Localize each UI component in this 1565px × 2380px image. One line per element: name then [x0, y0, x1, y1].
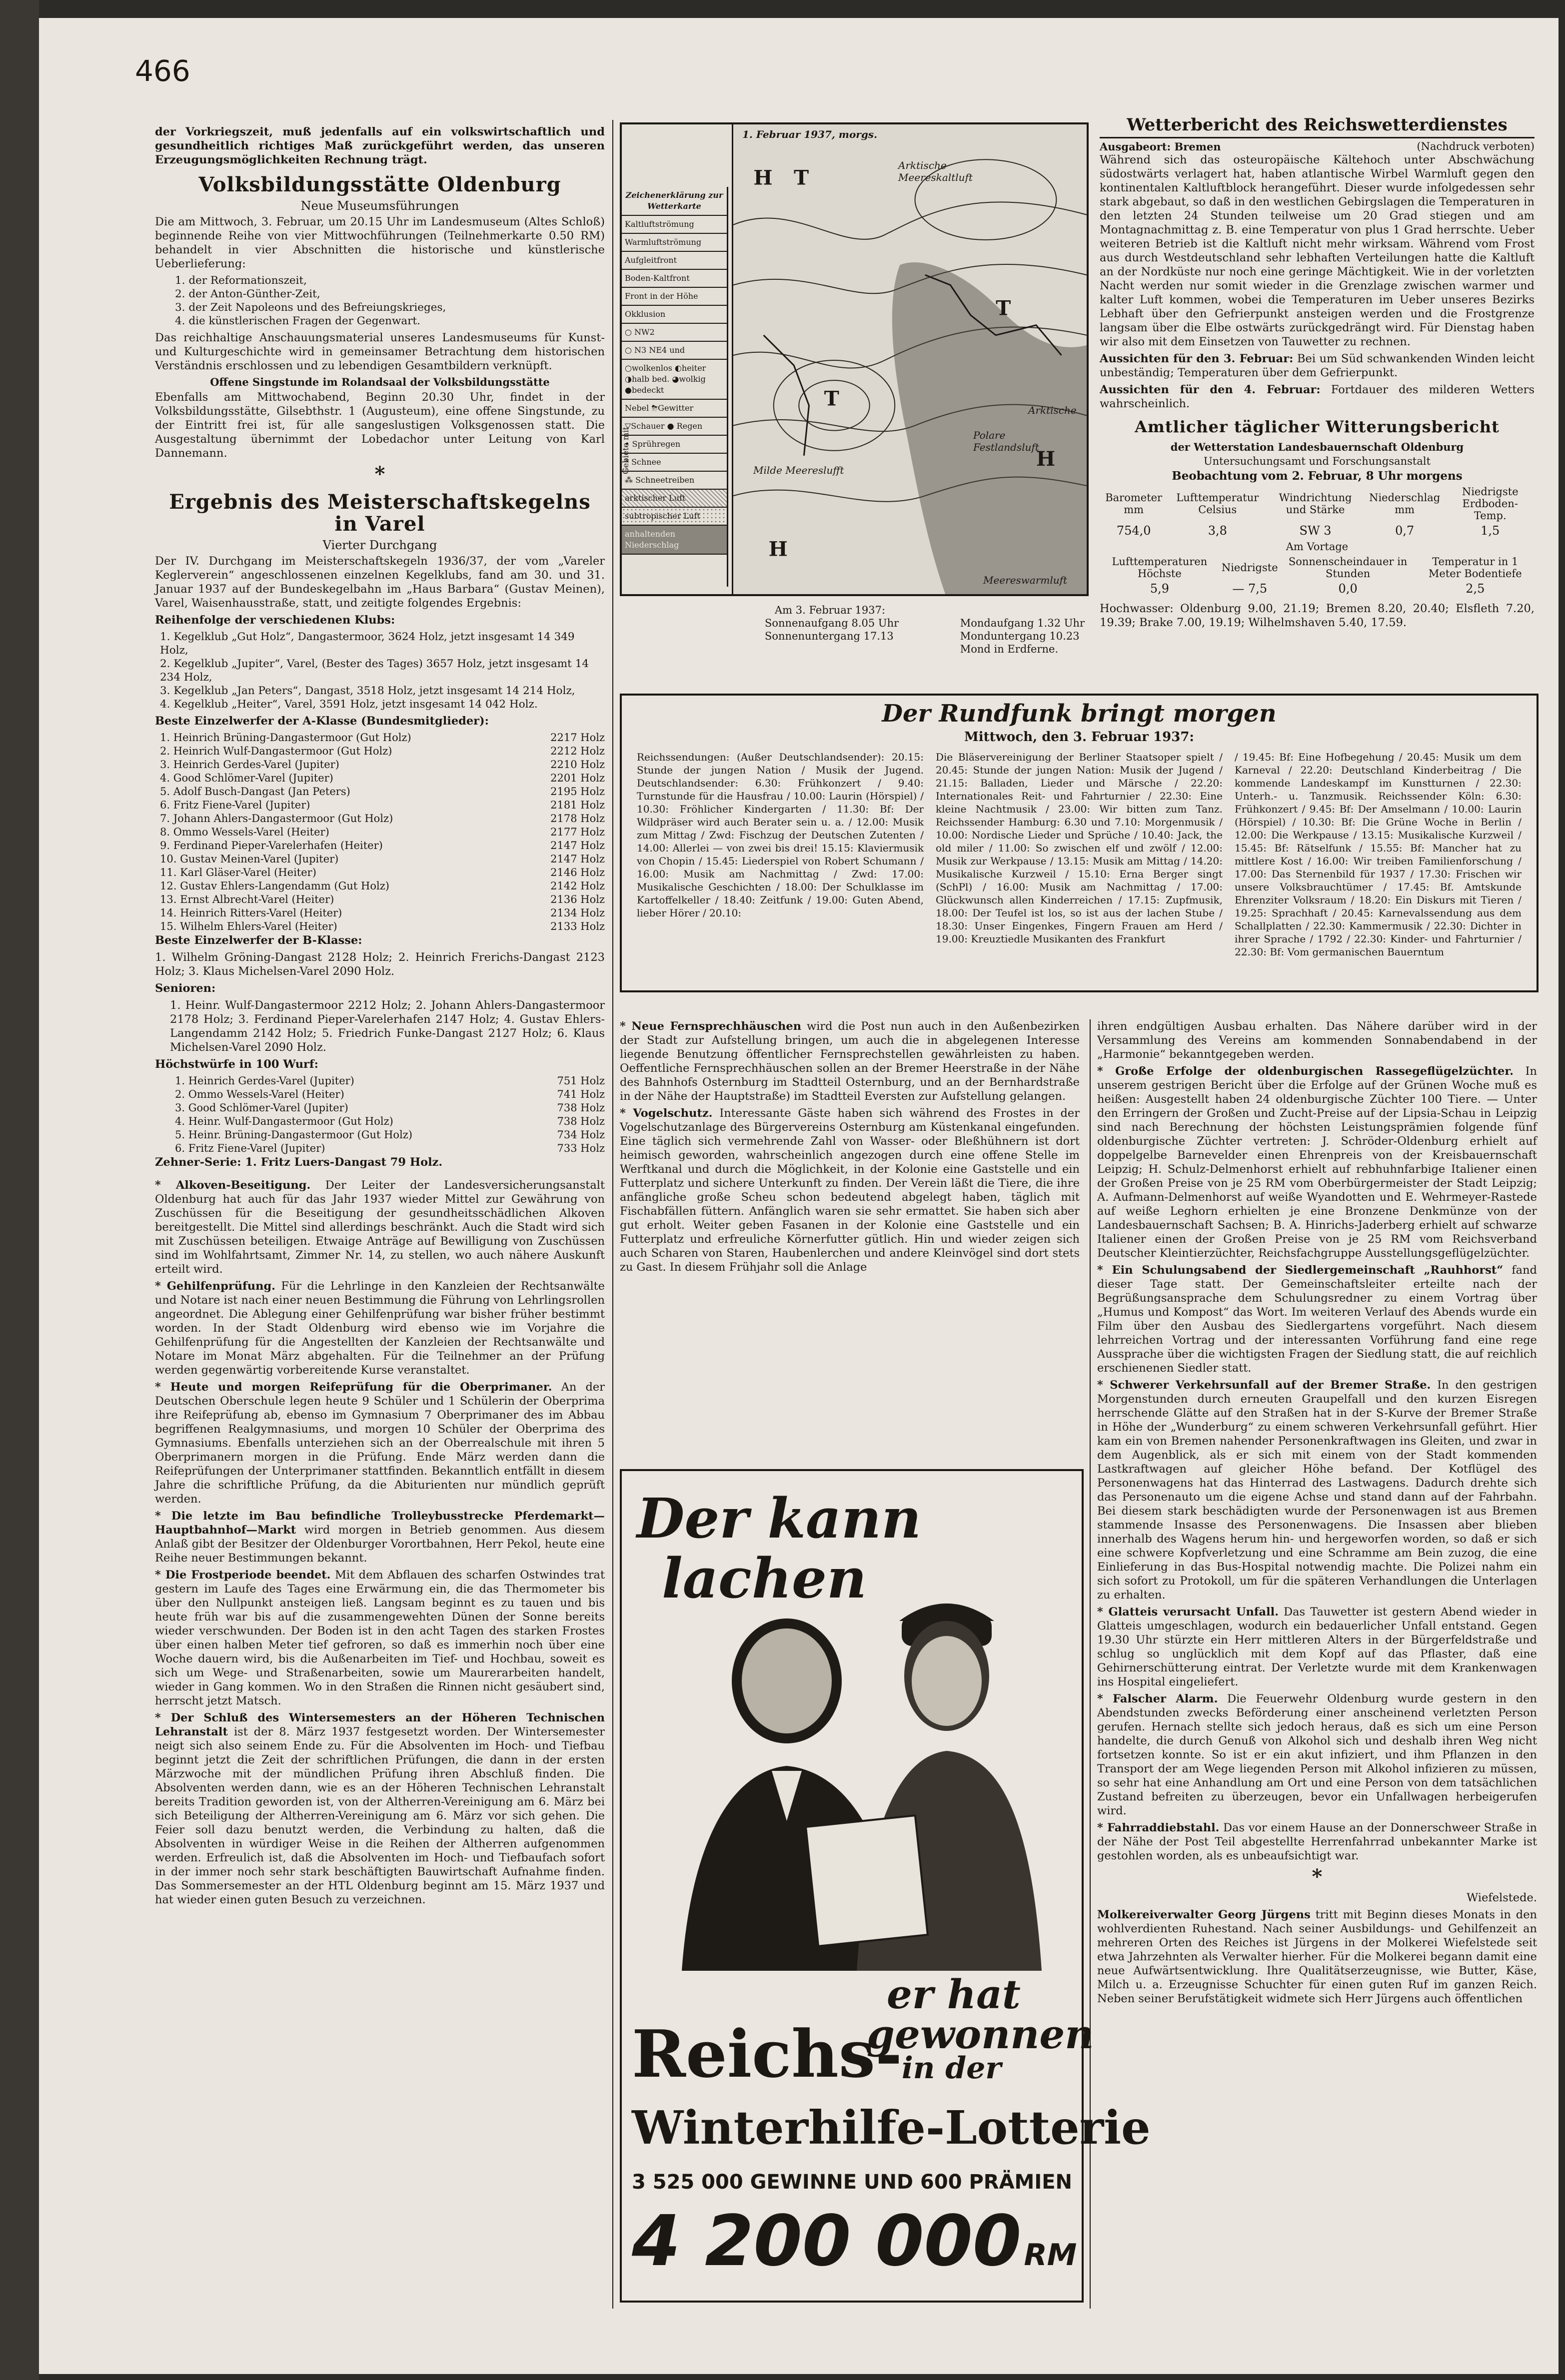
legend-item: • Sprühregen [622, 436, 727, 454]
table-row [160, 920, 605, 933]
news-lead: * Gehilfenprüfung. [155, 1280, 276, 1293]
news-text: ihren endgültigen Ausbau erhalten. Das Nähere darüber wird in der Versammlung des Vereins am kommenden Sonnabendabend in der „Harmonie“ bekanntgegeben werden. [1097, 1020, 1537, 1061]
row-name: 15. Wilhelm Ehlers-Varel (Heiter) [160, 920, 337, 932]
table-cell: — 7,5 [1232, 582, 1268, 596]
row-name: 4. Heinr. Wulf-Dangastermoor (Gut Holz) [175, 1115, 393, 1127]
row-name: 3. Good Schlömer-Varel (Jupiter) [175, 1102, 348, 1114]
volksbildung-body: Die am Mittwoch, 3. Februar, um 20.15 Uhr im Landesmuseum (Altes Schloß) beginnende Reihe von vier Mittwochführungen (Teilnehmerkarte 0.50 RM) behandelt in vier Abschnitten die historische und künstlerische Ueberlieferung: [155, 215, 605, 270]
forecast-2-lead: Aussichten für den 4. Februar: [1100, 383, 1321, 396]
news-text: Mit dem Abflauen des scharfen Ostwindes trat gestern im Laufe des Tages eine Erwärmung ein, die das Thermometer bis über den Nullpunkt ansteigen ließ. Langsam beginnt es zu tauen und bis heute früh war bis auf die zusammengewehten Dünen der Sonne bereits wieder verschwunden. Der Boden ist in den acht Tagen des starken Frostes über einen halben Meter tief gefroren, so daß es immerhin noch über eine Woche dauern wird, bis die Außenarbeiten im Tief- und Hochbau, soweit es sich um Wege- und Straßenarbeiten, sowie um Maurerarbeiten handelt, wieder in Gang kommen. Wo in den Straßen die Rinnen nicht gesäubert sind, herrscht jetzt Matsch. [155, 1569, 605, 1707]
map-label: Arktische Meereskaltluft [898, 159, 973, 183]
kegeln-title: Ergebnis des Meisterschaftskegelns in Varel [169, 490, 591, 536]
row-name: 5. Adolf Busch-Dangast (Jan Peters) [160, 786, 350, 797]
page-number: 466 [135, 54, 190, 88]
table-row [160, 879, 605, 893]
scan-left-edge [0, 0, 39, 2380]
list-item: 3. Kegelklub „Jan Peters“, Dangast, 3518 Holz, jetzt insgesamt 14 214 Holz, [160, 685, 575, 697]
row-value: 2201 Holz [550, 772, 605, 784]
table-row [160, 893, 605, 906]
list-item: 2. der Anton-Günther-Zeit, [175, 288, 320, 300]
legend-item: Aufgleitfront [622, 252, 727, 270]
legend-item: Okklusion [622, 306, 727, 324]
ad-amount: 4 200 000 [632, 2201, 1022, 2282]
radio-column: / 19.45: Bf: Eine Hofbegehung / 20.45: Musik um dem Karneval / 22.20: Deutschland Kinderbeitrag / Die kommende Landeskampf im Kunstturnen / 22.30: Unterh.- u. Tanzmusik. Reichssender Köln: 6.30: Frühkonzert / 9.45: Bf: Der Amselmann / 10.00: Laurin (Hörspiel) / 10.30: Bf: Die Grüne Woche in Berlin / 12.00: Die Werkpause / 13.15: Musikalische Kurzweil / 15.45: Bf: Rätselfunk / 15.55: Bf: Mancher hat zu mittlere Kost / 16.00: Wir treiben Familienforschung / 17.00: Das Sternenbild für 1937 / 17.30: Frischen wir unsere Volksbrauchtümer / 17.45: Bf. Amtskunde Ehrenziter Volksraum / 18.20: Ein Diskurs mit Tieren / 19.25: Sprachhaft / 20.45: Karnevalssendung aus dem Schallplatten / 22.30: Kammermusik / 22.30: Dichter in ihrer Sprache / 1792 / 22.30: Kinder- und Fahrturnier / 22.30: Bf: Vom germanischen Bauerntum [1235, 751, 1522, 958]
row-value: 2147 Holz [550, 853, 605, 865]
legend-zone: subtropischer Luft [622, 508, 727, 526]
news-item [620, 1106, 1080, 1274]
news-item [155, 1568, 605, 1708]
table-row [175, 1101, 605, 1115]
news-text: An der Deutschen Oberschule legen heute 9 Schüler und 1 Schülerin der Oberprima ihre Reifeprüfung ab, ebenso im Gymnasium 7 Oberprimaner des im Abbau begriffenen Realgymnasiums, und morgen 10 Schüler der Oberprima des Gymnasiums. Ebenfalls unterziehen sich an der Oberrealschule mit ihren 5 Oberprimanern morgen in die Prüfung. Ende März werden dann die Reifeprüfungen der Unterprimaner stattfinden. Bekanntlich entfällt in diesem Jahre die schriftliche Prüfung, da die Abiturienten nur mündlich geprüft werden. [155, 1381, 605, 1506]
table-row [160, 745, 605, 758]
weather-place: Ausgabeort: Bremen [1100, 140, 1221, 153]
row-name: 6. Fritz Fiene-Varel (Jupiter) [175, 1142, 325, 1154]
svg-text:H: H [768, 537, 788, 561]
legend-zone: anhaltenden Niederschlag [622, 526, 727, 555]
volksbildung-body-2: Das reichhaltige Anschauungsmaterial unseres Landesmuseums für Kunst- und Kulturgeschichte wird in gemeinsamer Betrachtung dem historischen Verständnis erschlossen und zu lebendigen Gesamtbildern verknüpft. [155, 331, 605, 372]
row-name: 12. Gustav Ehlers-Langendamm (Gut Holz) [160, 880, 389, 892]
legend-item: ▽Schauer ● Regen [622, 418, 727, 436]
list-item: 4. die künstlerischen Fragen der Gegenwart. [175, 315, 421, 327]
legend-title: Zeichenerklärung zur Wetterkarte [622, 187, 727, 216]
ad-currency: RM [1024, 2238, 1077, 2273]
vortage-table [1100, 555, 1535, 597]
sunrise: Sonnenaufgang 8.05 Uhr [765, 617, 899, 629]
news-text: wird morgen in Betrieb genommen. Aus diesem Anlaß gibt der Besitzer der Oldenburger Vorortbahnen, Herr Pekol, heute eine Reihe neuer Bestimmungen bekannt. [155, 1524, 605, 1565]
am-vortage: Am Vortage [1286, 541, 1349, 553]
list-item: 2. Kegelklub „Jupiter“, Varel, (Bester des Tages) 3657 Holz, jetzt insgesamt 14 234 Holz, [160, 658, 589, 684]
senioren-header: Senioren: [155, 982, 216, 995]
legend-item: Warmluftströmung [622, 234, 727, 252]
radio-columns [637, 751, 1522, 958]
section-star-divider: * [1312, 1865, 1323, 1888]
map-label: Milde Meereslufft [753, 464, 844, 476]
legend-item: Boden-Kaltfront [622, 270, 727, 288]
table-header: Niederschlag mm [1369, 492, 1441, 516]
volksbildung-subtitle: Neue Museumsführungen [300, 199, 459, 213]
list-item: 3. der Zeit Napoleons und des Befreiungskrieges, [175, 301, 446, 314]
kegeln-subtitle: Vierter Durchgang [322, 538, 437, 552]
news-text: Für die Lehrlinge in den Kanzleien der Rechtsanwälte und Notare ist nach einer neuen Bestimmung die Führung von Lehrlingsrollen angeordnet. Die Ablegung einer Gehilfenprüfung war bisher früher bestimmt worden. In der Stadt Oldenburg wird ebenso wie im Vorjahre die Gehilfenprüfung für die Angestellten der Kanzleien der Rechtsanwälte und Notare im Monat März abgehalten. Für die Teilnehmer an der Prüfung werden gegenwärtig vorbereitende Kurse veranstaltet. [155, 1280, 605, 1377]
row-value: 741 Holz [557, 1088, 605, 1100]
row-value: 2181 Holz [550, 799, 605, 811]
moonset: Monduntergang 10.23 [960, 630, 1080, 642]
news-text: Das vor einem Hause an der Donnerschweer Straße in der Nähe der Post Teil abgestellte Herrenfahrrad unbekannter Marke ist gestohlen worden, als es unbeaufsichtigt war. [1097, 1821, 1538, 1862]
news-lead: * Die Frostperiode beendet. [155, 1569, 331, 1582]
section-star-divider: * [374, 462, 385, 486]
radio-date: Mittwoch, den 3. Februar 1937: [964, 730, 1195, 745]
news-item [1097, 1263, 1537, 1375]
row-value: 2142 Holz [550, 880, 605, 892]
amtl-title: Amtlicher täglicher Witterungsbericht [1135, 417, 1500, 436]
ad-line-3: er hat [887, 1971, 1021, 2018]
row-value: 2177 Holz [550, 826, 605, 838]
map-label: Meereswarmluft [983, 574, 1068, 586]
news-item [155, 1509, 605, 1565]
legend-item: ○ NW2 [622, 324, 727, 342]
legend-side-label: Gebiete mit [621, 427, 630, 474]
intro-text: der Vorkriegszeit, muß jedenfalls auf ein volkswirtschaftlich und gesundheitlich richtiges Maß zurückgeführt werden, das unseren Erzeugungsmöglichkeiten Rechnung trägt. [155, 125, 605, 166]
row-value: 733 Holz [557, 1142, 605, 1154]
news-item [1097, 1378, 1537, 1602]
row-value: 2146 Holz [550, 866, 605, 878]
row-name: 3. Heinrich Gerdes-Varel (Jupiter) [160, 759, 339, 771]
table-cell: 754,0 [1116, 524, 1151, 538]
row-value: 2147 Holz [550, 839, 605, 851]
table-row [160, 825, 605, 839]
svg-text:T: T [996, 296, 1011, 320]
row-name: 7. Johann Ahlers-Dangastermoor (Gut Holz) [160, 812, 393, 824]
ad-line-4: gewonnen [867, 2011, 1094, 2058]
volksbildung-title: Volksbildungsstätte Oldenburg [198, 173, 561, 196]
table-cell: 0,7 [1395, 524, 1415, 538]
row-value: 2178 Holz [550, 812, 605, 824]
weather-title: Wetterbericht des Reichswetterdienstes [1100, 115, 1535, 138]
row-name: 2. Ommo Wessels-Varel (Heiter) [175, 1088, 344, 1100]
legend-item: Front in der Höhe [622, 288, 727, 306]
ad-brand-1: Reichs- [632, 2016, 902, 2092]
legend-item: Kaltluftströmung [622, 216, 727, 234]
row-name: 11. Karl Gläser-Varel (Heiter) [160, 866, 316, 878]
map-frame [732, 124, 1087, 594]
row-value: 738 Holz [557, 1115, 605, 1127]
astro-info [765, 604, 1085, 656]
b-klasse-text: 1. Wilhelm Gröning-Dangast 2128 Holz; 2. Heinrich Frerichs-Dangast 2123 Holz; 3. Klaus Michelsen-Varel 2090 Holz. [155, 951, 605, 978]
svg-text:T: T [824, 387, 839, 411]
row-value: 2210 Holz [550, 759, 605, 771]
forecast-1-lead: Aussichten für den 3. Februar: [1100, 352, 1294, 365]
row-name: 1. Heinrich Brüning-Dangastermoor (Gut Holz) [160, 732, 411, 744]
left-column [155, 125, 605, 1910]
table-row [160, 866, 605, 879]
map-label: Arktische [1028, 404, 1077, 416]
a-klasse-header: Beste Einzelwerfer der A-Klasse (Bundesmitglieder): [155, 715, 489, 728]
svg-text:T: T [794, 166, 809, 190]
volksbildung-list [175, 274, 605, 328]
ad-headline-2: lachen [662, 1546, 867, 1610]
list-item: 1. Kegelklub „Gut Holz“, Dangastermoor, 3624 Holz, jetzt insgesamt 14 349 Holz, [160, 631, 575, 657]
map-label: Polare Festlandsluft [973, 429, 1039, 453]
kegeln-section [155, 491, 605, 1169]
table-header: Barometer mm [1105, 492, 1163, 516]
legend-item: ○wolkenlos ◐heiter ◑halb bed. ◕wolkig ●bedeckt [622, 360, 727, 400]
table-cell: 5,9 [1150, 582, 1169, 596]
table-cell: 2,5 [1466, 582, 1485, 596]
table-header: Windrichtung und Stärke [1279, 492, 1352, 516]
hochwasser: Hochwasser: Oldenburg 9.00, 21.19; Bremen 8.20, 20.40; Elsfleth 7.20, 19.39; Brake 7.00, 19.19; Wilhelmshaven 5.40, 17.59. [1100, 602, 1535, 629]
sunset: Sonnenuntergang 17.13 [765, 630, 894, 642]
radio-column: Die Bläservereinigung der Berliner Staatsoper spielt / 20.45: Stunde der jungen Nation: Musik der Jugend / 21.15: Balladen, Lieder und Märsche / 22.20: Internationales Reit- und Fahrturnier / 22.30: Eine kleine Nachtmusik / 23.00: Wir bitten zum Tanz. Reichssender Hamburg: 6.30 und 7.10: Morgenmusik / 10.00: Nordische Lieder und Sprüche / 10.40: Jack, the old miler / 11.00: So zwischen elf und zwölf / 12.00: Musik zur Werkpause / 13.15: Musik am Mittag / 14.20: Musikalische Kurzweil / 15.10: Erna Berger singt (SchPl) / 16.00: Musik am Nachmittag / 17.00: Glückwunsch allen Kinderreichen / 17.15: Zupfmusik, 18.00: Der Teufel ist los, so ist aus der lachen Stube / 18.30: Unser Eingenkes, Fingern Frauen am Herd / 19.00: Kreuztiedle Musikanten des Frankfurt [936, 751, 1223, 945]
news-lead: * Neue Fernsprechhäuschen [620, 1020, 802, 1033]
left-news-list [155, 1178, 605, 1907]
table-row [175, 1088, 605, 1101]
observation-table [1100, 485, 1535, 539]
news-text: tritt mit Beginn dieses Monats in den wohlverdienten Ruhestand. Nach seiner Ausbildungs- und Gehilfenzeit an mehreren Orten des Reiches ist Jürgens in der Molkerei Wiefelstede seit etwa Jahrzehnten als Verwalter hierher. Für die Molkerei begann damit eine neue Aufwärtsentwicklung. Ihre Qualitätserzeugnisse, wie Butter, Käse, Milch u. a. Erzeugnisse Schuchter für einen guten Ruf im ganzen Reich. Neben seiner Berufstätigkeit widmete sich Herr Jürgens auch öffentlichen [1097, 1908, 1537, 2005]
row-value: 2133 Holz [550, 920, 605, 932]
row-value: 2212 Holz [550, 745, 605, 757]
singstunde-title: Offene Singstunde im Rolandsaal der Volksbildungsstätte [210, 376, 550, 388]
table-row [160, 731, 605, 745]
news-lead: * Ein Schulungsabend der Siedlergemeinschaft „Rauhhorst“ [1097, 1264, 1504, 1277]
radio-program-box [620, 694, 1539, 992]
wiefelstede-place: Wiefelstede. [1467, 1891, 1537, 1904]
lottery-advertisement [620, 1469, 1151, 2303]
list-item: 1. der Reformationszeit, [175, 274, 307, 287]
news-lead: * Große Erfolge der oldenburgischen Rassegeflügelzüchter. [1097, 1065, 1514, 1078]
legend-item: Nebel ⛈Gewitter [622, 400, 727, 418]
ad-headline-1: Der kann [637, 1486, 922, 1551]
table-row [160, 852, 605, 866]
a-klasse-list [160, 731, 605, 933]
amtl-subtitle: der Wetterstation Landesbauernschaft Oldenburg [1170, 441, 1464, 453]
news-text: ist der 8. März 1937 festgesetzt worden. Der Wintersemester neigt sich also seinem Ende zu. Für die Absolventen im Hoch- und Tiefbau beginnt jetzt die Zeit der schriftlichen Prüfungen, die dann in der ersten Märzwoche mit der mündlichen Prüfung ihren Abschluß finden. Die Absolventen werden dann, wie es an der Höheren Technischen Lehranstalt bereits Tradition geworden ist, von der Altherren-Vereinigung am 6. März bei sich Beteiligung der Altherren-Vereinigung am 6. März vor sich gehen. Die Feier soll dazu benutzt werden, die Verbindung zu halten, daß die Absolventen in würdiger Weise in die Reihen der Altherren aufgenommen werden. Erfreulich ist, daß die Absolventen im Hoch- und Tiefbaufach sofort in der immer noch sehr stark beschäftigten Bauwirtschaft Aufnahme finden. Das Sommersemester an der HTL Oldenburg beginnt am 15. März 1937 und hat wieder einen guten Besuch zu verzeichnen. [155, 1725, 605, 1906]
row-value: 734 Holz [557, 1129, 605, 1141]
radio-title: Der Rundfunk bringt morgen [882, 700, 1277, 728]
row-value: 2195 Holz [550, 786, 605, 797]
news-lead: * Alkoven-Beseitigung. [155, 1179, 311, 1192]
row-value: 2136 Holz [550, 893, 605, 905]
volksbildung-section [155, 174, 605, 460]
row-name: 9. Ferdinand Pieper-Varelerhafen (Heiter) [160, 839, 383, 851]
news-text: Interessante Gäste haben sich während des Frostes in der Vogelschutzanlage des Bürgervereins Osternburg am Küstenkanal eingefunden. Eine täglich sich vermehrende Zahl von Wasser- oder Bleßhühnern ist dort heimisch geworden, wahrscheinlich angezogen durch eine offene Stelle im Werftkanal und durch die Möglichkeit, in der Kolonie eine Gaststelle und ein Futterplatz und sichere Unterkunft zu finden. Der Verein läßt die Tiere, die ihre anfängliche große Scheu schon bedeutend abgelegt haben, täglich mit Fischabfällen füttern. Anfänglich waren sie sehr ermattet. Sie haben sich aber gut erholt. Weiter geben Fasanen in der Kolonie eine Gaststelle und ein Futterplatz und erfreuliche Körnerfutter gütlich. Hin und wieder zeigen sich auch Scharen von Staren, Haubenlerchen und andere Kleinvögel sind dort stets zu Gast. In diesem Frühjahr soll die Anlage [620, 1107, 1080, 1274]
wurf-list [175, 1074, 605, 1155]
row-name: 8. Ommo Wessels-Varel (Heiter) [160, 826, 329, 838]
table-row [175, 1074, 605, 1088]
table-cell: 1,5 [1481, 524, 1500, 538]
kegeln-body: Der IV. Durchgang im Meisterschaftskegeln 1936/37, der vom „Vareler Keglerverein“ angeschlossenen einzelnen Kegelklubs, fand am 30. und 31. Januar 1937 auf der Bundeskegelbahn im „Haus Barbara“ (Gustav Meinen), Varel, Waisenhausstraße, statt, und zeitigte folgendes Ergebnis: [155, 555, 605, 610]
b-klasse-header: Beste Einzelwerfer der B-Klasse: [155, 934, 362, 947]
map-legend [622, 187, 728, 587]
map-date-label: 1. Februar 1937, morgs. [739, 127, 880, 141]
moon-note: Mond in Erdferne. [960, 643, 1059, 655]
news-lead: * Der Schluß des Wintersemesters an der Höheren Technischen Lehranstalt [155, 1711, 605, 1738]
zehner-serie: Zehner-Serie: 1. Fritz Luers-Dangast 79 Holz. [155, 1156, 443, 1169]
table-row [175, 1142, 605, 1155]
wurf-header: Höchstwürfe in 100 Wurf: [155, 1058, 318, 1071]
legend-item: ⁂ Schneetreiben [622, 472, 727, 490]
radio-column: Reichssendungen: (Außer Deutschlandsender): 20.15: Stunde der jungen Nation / Musik der Jugend. Deutschlandsender: 6.30: Frühkonzert / 9.40: Turnstunde für die Hausfrau / 10.00: Laurin (Hörspiel) / 10.30: Fröhlicher Kindergarten / 11.30: Bf: Der Wildpräser wird auch Berater sein u. a. / 12.00: Musik zum Mittag / Zwd: Fischzug der Deutschen Zutenten / 14.00: Allerlei — von zwei bis drei! 15.15: Klaviermusik von Chopin / 15.45: Liederspiel von Robert Schumann / 16.00: Musik am Nachmittag / Zwd: 17.00: Musikalische Geschichten / 18.00: Der Schulklasse im Kartoffelkeller / 18.40: Zeitfunk / 19.00: Guten Abend, lieber Hörer / 20.10: [637, 751, 924, 919]
svg-text:H: H [753, 166, 773, 190]
news-item [620, 1019, 1080, 1103]
isobar-map-graphic [733, 124, 1087, 594]
middle-news-column [620, 1019, 1080, 1277]
weather-body: Während sich das osteuropäische Kältehoch unter Abschwächung südostwärts verlagert hat, haben atlantische Wirbel Warmluft gegen den kontinentalen Kaltluftblock herangeführt. Dieser wurde infolgedessen sehr stark abgebaut, so daß in den westlichen Gebirgslagen die Temperaturen in den letzten 24 Stunden teilweise um 20 Grad stiegen und am Montagnachmittag z. B. eine Temperatur von plus 1 Grad herrschte. Ueber weiteren Betrieb ist die Kaltluft nicht mehr wirksam. Während vom Frost aus durch Westdeutschland sehr lebhaften Verteilungen hatte die Kaltluft an der Nordküste nur noch eine geringe Mächtigkeit. Wie in der vorletzten Nacht werden nur somit wieder in die Grenzlage zwischen warmer und kalter Luft kommen, wobei die Temperaturen im Ueber unseres Bezirks Lebhaft über den Gefrierpunkt ansteigen werden und die Frostgrenze langsam über die Elbe ostwärts zurückgedrängt wird. Für Dienstag haben wir also mit dem Einsetzen von Tauwetter zu rechnen. [1100, 153, 1535, 348]
kegeln-clubs-header: Reihenfolge der verschiedenen Klubs: [155, 614, 395, 627]
legend-zone: arktischer Luft [622, 490, 727, 508]
weather-rights: (Nachdruck verboten) [1417, 140, 1535, 152]
news-item [1097, 1605, 1537, 1689]
news-text: Die Feuerwehr Oldenburg wurde gestern in den Abendstunden zwecks Beförderung einer anscheinend verletzten Person gerufen. Hernach stellte sich jedoch heraus, daß es sich um eine Person handelte, die durch Genuß von Alkohol sich und deshalb ihren Weg nicht fortsetzen konnte. So ist er ein akut infiziert, und ihm Pflanzen in den Transport der am Wege liegenden Person mit Alkohol infizieren zu müssen, so sehr hat eine Anhandlung am Ort und eine Person von dem tatsächlichen Zustand befreiten zu überzeugen, bevor ein Unfallwagen herbeigerufen wird. [1097, 1692, 1538, 1817]
row-name: 14. Heinrich Ritters-Varel (Heiter) [160, 907, 342, 919]
table-header: Niedrigste Erdboden-Temp. [1462, 486, 1519, 522]
ad-prizes: 3 525 000 GEWINNE UND 600 PRÄMIEN [632, 2171, 1073, 2194]
amtl-subtitle-2: Untersuchungsamt und Forschungsanstalt [1203, 455, 1431, 467]
svg-text:H: H [1036, 447, 1056, 471]
row-name: 6. Fritz Fiene-Varel (Jupiter) [160, 799, 310, 811]
row-name: 2. Heinrich Wulf-Dangastermoor (Gut Holz) [160, 745, 392, 757]
table-header: Niedrigste [1221, 562, 1278, 574]
table-row [160, 839, 605, 852]
list-item: 4. Kegelklub „Heiter“, Varel, 3591 Holz, jetzt insgesamt 14 042 Holz. [160, 698, 538, 711]
row-name: 1. Heinrich Gerdes-Varel (Jupiter) [175, 1075, 354, 1087]
news-lead: * Falscher Alarm. [1097, 1692, 1218, 1705]
news-text: Der Leiter der Landesversicherungsanstalt Oldenburg hat auch für das Jahr 1937 wieder Mittel zur Gewährung von Zuschüssen für die Beseitigung der gesundheitsschädlichen Alkoven bereitgestellt. Die Mittel sind allerdings beschränkt. Auch die Stadt wird sich mit Zuschüssen beteiligen. Etwaige Anträge auf Bewilligung von Zuschüssen sind im Wohlfahrtsamt, Zimmer Nr. 14, zu stellen, wo auch nähere Auskunft erteilt wird. [155, 1179, 605, 1276]
weather-report [1100, 115, 1535, 633]
forecast-2: Fortdauer des milderen Wetters wahrscheinlich. [1100, 383, 1535, 410]
row-value: 2134 Holz [550, 907, 605, 919]
news-item [155, 1380, 605, 1506]
legend-item: * Schnee [622, 454, 727, 472]
right-news-column [1097, 1019, 1537, 2009]
table-header: Sonnenscheindauer in Stunden [1288, 556, 1408, 580]
news-lead: * Die letzte im Bau befindliche Trolleybusstrecke Pferdemarkt—Hauptbahnhof—Markt [155, 1510, 605, 1537]
column-rule [612, 120, 613, 2309]
forecast-1: Bei um Süd schwankenden Winden leicht unbeständig; Temperaturen über dem Gefrierpunkt. [1100, 352, 1535, 379]
legend-item: ○ N3 NE4 und [622, 342, 727, 360]
weather-map [620, 122, 1089, 596]
row-name: 10. Gustav Meinen-Varel (Jupiter) [160, 853, 339, 865]
row-value: 751 Holz [557, 1075, 605, 1087]
table-row [175, 1115, 605, 1128]
news-text: wird die Post nun auch in den Außenbezirken der Stadt zur Aufstellung bringen, um auch die in abgelegenen Interesse liegende Benutzung öffentlicher Fernsprechstellen gewährleisten zu haben. Oeffentliche Fernsprechhäuschen sollen an der Bremer Heerstraße in der Nähe des Bahnhofs Osternburg im Stadtteil Osternburg, und an der Bernhardstraße in der Nähe der Hauptstraße) im Stadtteil Eversten zur Aufstellung gelangen. [620, 1020, 1080, 1103]
news-text: In den gestrigen Morgenstunden durch erneuten Graupelfall und den kurzen Eisregen herrschende Glätte auf den Straßen hat in der S-Kurve der Bremer Straße in Höhe der „Wunderburg“ zu einem schweren Verkehrsunfall geführt. Hier kam ein von Bremen nahender Personenkraftwagen ins Gleiten, und zwar in dem Augenblick, als er sich mit einem von der Stadt kommenden Lastkraftwagen auf gleicher Höhe befand. Der Kotflügel des Personenwagens hat das Hinterrad des Lastwagens. Dadurch drehte sich das Personenauto um die eigene Achse und stand dann auf der Fahrbahn. Bei diesem stark beschädigten wurde der Personenwagen ist aus Bremen stammende Insasse des Personenwagens. Die Insassen aber blieben innerhalb des Wagens herum hin- und hergeworfen worden, so daß er sich eine schwere Kopfverletzung und eine Schramme am Bein zuzog, die eine Einlieferung in das Bus-Hospital notwendig machte. Die Polizei nahm ein sich sofort zu Protokoll, um für die späteren Verhandlungen die Unterlagen zu erhalten. [1097, 1379, 1537, 1601]
table-cell: 3,8 [1208, 524, 1227, 538]
observation-time: Beobachtung vom 2. Februar, 8 Uhr morgens [1172, 469, 1463, 483]
table-row [160, 758, 605, 772]
kegeln-clubs-list [160, 630, 605, 711]
table-header: Lufttemperatur Celsius [1176, 492, 1259, 516]
table-cell: SW 3 [1299, 524, 1332, 538]
wiefelstede-item [1097, 1908, 1537, 2006]
ad-brand-2: Winterhilfe-Lotterie [632, 2101, 1151, 2155]
row-name: 13. Ernst Albrecht-Varel (Heiter) [160, 893, 334, 905]
news-lead: * Heute und morgen Reifeprüfung für die Oberprimaner. [155, 1381, 552, 1394]
table-header: Lufttemperaturen Höchste [1112, 556, 1208, 580]
news-item [155, 1711, 605, 1907]
news-lead: * Glatteis verursacht Unfall. [1097, 1605, 1279, 1618]
table-cell: 0,0 [1338, 582, 1358, 596]
news-text: fand dieser Tage statt. Der Gemeinschaftsleiter erteilte nach der Begrüßungsansprache dem Schulungsredner zu einem Vortrag über „Humus und Kompost“ das Wort. Im weiteren Verlauf des Abends wurde ein Film über den Ausbau des Siedlergartens vorgeführt. Nach diesem lehrreichen Vortrag und der interessanten Vorführung fand eine rege Aussprache über die wichtigsten Fragen der Siedlung statt, die auf reichlich erschienenen Siedler statt. [1097, 1264, 1537, 1375]
table-row [160, 906, 605, 920]
row-value: 2217 Holz [550, 732, 605, 744]
table-row [160, 798, 605, 812]
news-text: In unserem gestrigen Bericht über die Erfolge auf der Grünen Woche muß es heißen: Ausgestellt haben 24 oldenburgische Züchter 100 Tiere. — Unter den Erringern der Großen und Zucht-Preise auf der Lipsia-Schau in Leipzig sind nach Berechnung der höchsten Leistungsprämien folgende fünf oldenburgische Züchter vertreten: J. Schröder-Oldenburg erhielt auf doppelgelbe Barnevelder einen Ehrenpreis von der Kreisbauernschaft Leipzig; H. Schulz-Delmenhorst erhielt auf rebhuhnfarbige Italiener einen der Großen Preise von je 25 RM vom Oberbürgermeister der Stadt Leipzig; A. Aufmann-Delmenhorst auf weiße Wyandotten und E. Wehrmeyer-Rastede auf weiße Leghorn erhielten je eine Bronzene Denkmünze von der Landesbauernschaft Sachsen; B. A. Hinrichs-Jaderberg erhielt auf schwarze Italiener einen der Großen Preise von je 25 RM vom Reichsverband Deutscher Kleintierzüchter, Reichsfachgruppe Ausstellungsgeflügelzüchter. [1097, 1065, 1537, 1260]
news-lead: * Vogelschutz. [620, 1107, 713, 1120]
row-name: 5. Heinr. Brüning-Dangastermoor (Gut Holz) [175, 1129, 413, 1141]
senioren-text: 1. Heinr. Wulf-Dangastermoor 2212 Holz; 2. Johann Ahlers-Dangastermoor 2178 Holz; 3. Ferdinand Pieper-Varelerhafen 2147 Holz; 4. Gustav Ehlers-Langendamm 2142 Holz; 5. Friedrich Funke-Dangast 2127 Holz; 6. Klaus Michelsen-Varel 2090 Holz. [170, 999, 605, 1054]
news-lead: Molkereiverwalter Georg Jürgens [1097, 1908, 1311, 1921]
singstunde-body: Ebenfalls am Mittwochabend, Beginn 20.30 Uhr, findet in der Volksbildungsstätte, Gilsebthstr. 1 (Augusteum), eine offene Singstunde, zu der Eintritt frei ist, für alle sangeslustigen Volksgenossen statt. Die Ausgestaltung übernimmt der Lobedachor unter Leitung von Karl Dannemann. [155, 391, 605, 460]
news-lead: * Schwerer Verkehrsunfall auf der Bremer Straße. [1097, 1379, 1431, 1392]
news-text: Das Tauwetter ist gestern Abend wieder in Glatteis umgeschlagen, wodurch ein bedauerlicher Unfall entstand. Gegen 19.30 Uhr stürzte ein Herr mittleren Alters in der Bürgerfeldstraße und schlug so unglücklich mit dem Kopf auf das Pflaster, daß eine Gehirnerschütterung eintrat. Der Verletzte wurde mit dem Krankenwagen ins Hospital eingeliefert. [1097, 1605, 1537, 1688]
news-item [1097, 1821, 1537, 1863]
news-item [1097, 1019, 1537, 1061]
news-item [1097, 1692, 1537, 1818]
row-name: 4. Good Schlömer-Varel (Jupiter) [160, 772, 333, 784]
table-row [160, 785, 605, 798]
news-item [155, 1279, 605, 1377]
row-value: 738 Holz [557, 1102, 605, 1114]
table-row [160, 812, 605, 825]
news-item [155, 1178, 605, 1276]
news-lead: * Fahrraddiebstahl. [1097, 1821, 1220, 1834]
moonrise: Mondaufgang 1.32 Uhr [960, 617, 1085, 629]
news-item [1097, 1064, 1537, 1260]
astro-date: Am 3. Februar 1937: [775, 604, 886, 616]
table-row [160, 772, 605, 785]
table-row [175, 1128, 605, 1142]
ad-line-5: in der [902, 2051, 1002, 2086]
table-header: Temperatur in 1 Meter Bodentiefe [1428, 556, 1522, 580]
